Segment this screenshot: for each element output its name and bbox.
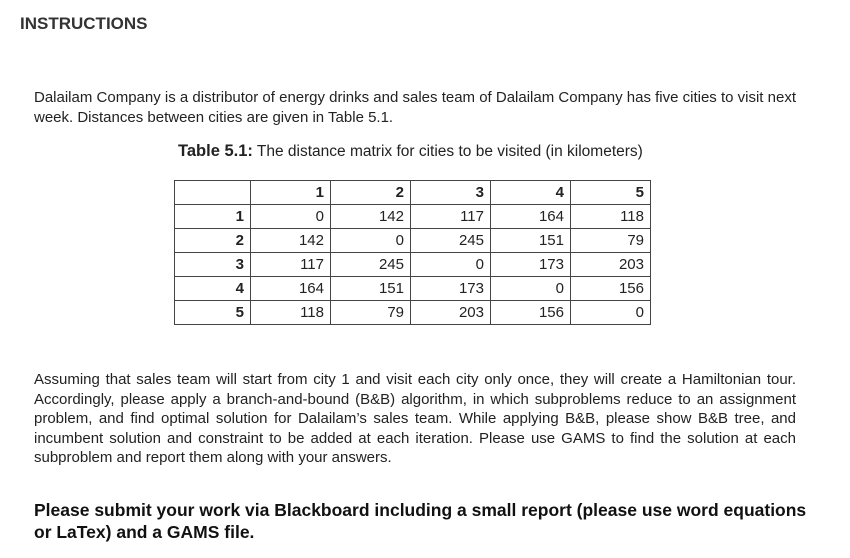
table-cell: 118 [251,301,331,325]
table-cell: 79 [571,229,651,253]
instructions-heading: INSTRUCTIONS [20,14,148,33]
intro-paragraph: Dalailam Company is a distributor of energy drinks and sales team of Dalailam Company has five cities to visit next week. Distances between cities are given in Table 5.1. [34,89,796,126]
table-cell: 203 [571,253,651,277]
table-cell: 117 [411,205,491,229]
table-cell: 79 [331,301,411,325]
column-header: 3 [411,181,491,205]
table-caption-label: Table 5.1: [178,142,253,160]
table-cell: 142 [331,205,411,229]
submission-instructions: Please submit your work via Blackboard including a small report (please use word equations or LaTex) and a GAMS file. [34,500,807,542]
table-cell: 0 [251,205,331,229]
corner-cell [175,181,251,205]
table-cell: 0 [571,301,651,325]
table-cell: 151 [331,277,411,301]
table-cell: 173 [491,253,571,277]
table-cell: 156 [571,277,651,301]
table-row [175,277,651,301]
table-cell: 0 [491,277,571,301]
table-cell: 245 [411,229,491,253]
row-header: 1 [175,205,251,229]
table-cell: 0 [411,253,491,277]
table-header-row [175,181,651,205]
table-row [175,301,651,325]
table-cell: 156 [491,301,571,325]
table-cell: 164 [251,277,331,301]
table-row [175,253,651,277]
column-header: 4 [491,181,571,205]
assignment-paragraph: Assuming that sales team will start from city 1 and visit each city only once, they will create a Hamiltonian tour. Accordingly, please apply a branch-and-bound (B&B) algorithm, in which subproblems reduce to an assignment problem, and find optimal solution for Dalailam’s sales team. While applying B&B, please show B&B tree, and incumbent solution and constraint to be added at each iteration. Please use GAMS to find the solution at each subproblem and report them along with your answers. [34,371,796,466]
table-row [175,229,651,253]
table-caption [178,142,643,161]
table-cell: 245 [331,253,411,277]
column-header: 1 [251,181,331,205]
table-row [175,205,651,229]
row-header: 2 [175,229,251,253]
table-cell: 164 [491,205,571,229]
table-caption-text: The distance matrix for cities to be visited (in kilometers) [252,143,643,160]
row-header: 4 [175,277,251,301]
row-header: 3 [175,253,251,277]
row-header: 5 [175,301,251,325]
table-cell: 203 [411,301,491,325]
distance-matrix-table [174,180,651,325]
column-header: 5 [571,181,651,205]
table-cell: 142 [251,229,331,253]
table-cell: 0 [331,229,411,253]
column-header: 2 [331,181,411,205]
table-cell: 151 [491,229,571,253]
table-cell: 117 [251,253,331,277]
table-cell: 173 [411,277,491,301]
table-cell: 118 [571,205,651,229]
